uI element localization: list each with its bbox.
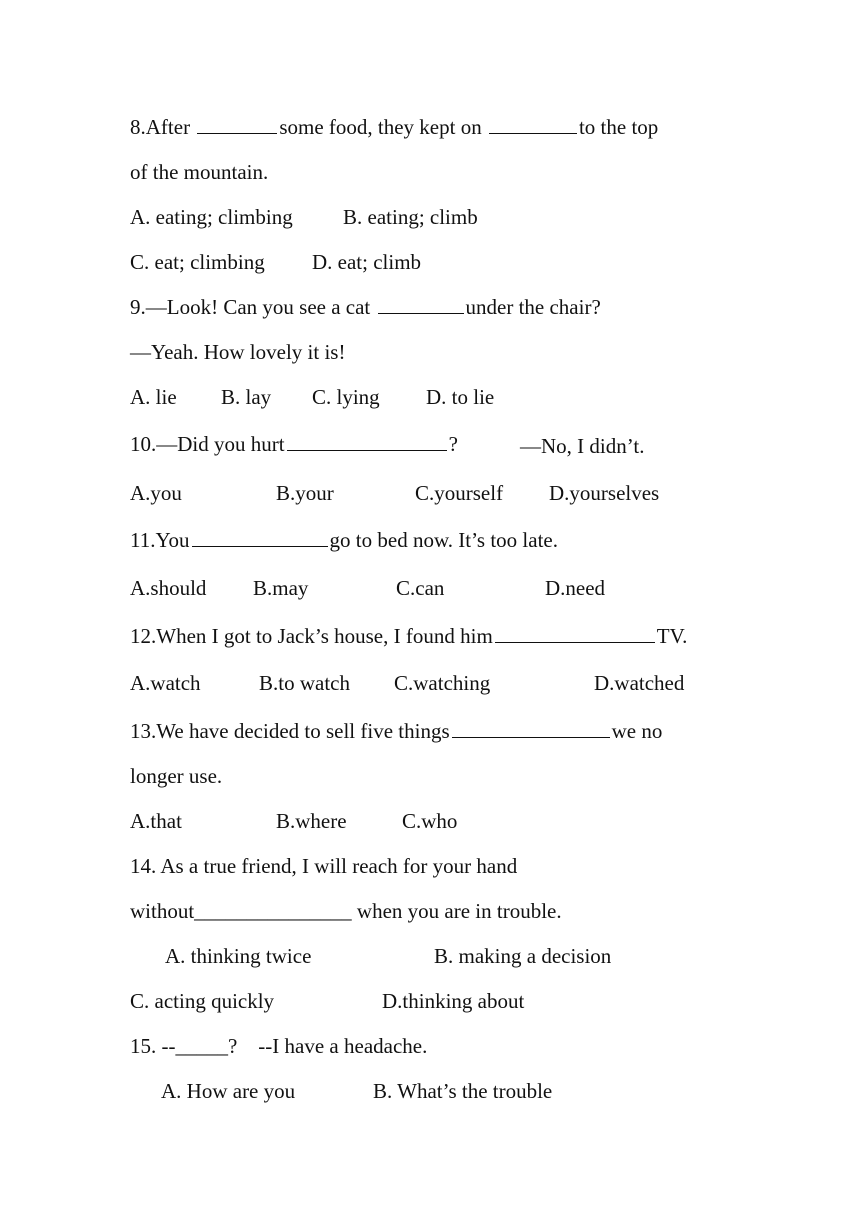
option-c: C.can [396, 576, 445, 600]
question-13-continuation: longer use. [130, 764, 223, 788]
option-d: D. to lie [426, 385, 495, 409]
question-10 [130, 431, 458, 457]
option-c: C.who [402, 809, 458, 833]
answer-blank[interactable] [197, 115, 277, 134]
option-b: B. eating; climb [343, 205, 478, 229]
question-text: we no [611, 719, 663, 743]
answer-blank[interactable] [489, 115, 577, 134]
option-b: B.your [276, 481, 334, 505]
option-a: A.watch [130, 671, 201, 695]
option-b: B. making a decision [434, 944, 612, 968]
question-11 [130, 527, 558, 553]
question-text: some food, they kept on [279, 115, 487, 139]
option-c: C. lying [312, 385, 380, 409]
option-a: A. How are you [161, 1079, 296, 1103]
option-d: D.yourselves [549, 481, 660, 505]
option-d: D.need [545, 576, 606, 600]
question-9 [130, 294, 601, 320]
question-text: 8.After [130, 115, 196, 139]
option-a: A.you [130, 481, 182, 505]
option-d: D. eat; climb [312, 250, 422, 274]
option-b: B.to watch [259, 671, 350, 695]
option-c: C.yourself [415, 481, 504, 505]
option-c: C.watching [394, 671, 491, 695]
question-text: 13.We have decided to sell five things [130, 719, 450, 743]
answer-blank[interactable] [452, 719, 610, 738]
option-c: C. eat; climbing [130, 250, 265, 274]
question-13 [130, 718, 662, 744]
question-15: 15. --_____? --I have a headache. [130, 1034, 428, 1058]
question-10-reply: —No, I didn’t. [520, 434, 645, 458]
option-b: B. lay [221, 385, 272, 409]
question-12 [130, 623, 687, 649]
option-a: A. lie [130, 385, 177, 409]
option-b: B.where [276, 809, 347, 833]
question-text: under the chair? [465, 295, 601, 319]
option-c: C. acting quickly [130, 989, 275, 1013]
question-8-continuation: of the mountain. [130, 160, 269, 184]
option-a: A. thinking twice [165, 944, 312, 968]
option-a: A.that [130, 809, 182, 833]
question-text: 12.When I got to Jack’s house, I found him [130, 624, 493, 648]
question-text: to the top [578, 115, 659, 139]
question-14-continuation: without_______________ when you are in trouble. [130, 899, 562, 923]
option-d: D.watched [594, 671, 685, 695]
question-text: ? [448, 432, 458, 456]
question-8 [130, 114, 658, 140]
option-b: B. What’s the trouble [373, 1079, 553, 1103]
question-9-reply: —Yeah. How lovely it is! [130, 340, 346, 364]
question-text: 9.—Look! Can you see a cat [130, 295, 376, 319]
option-b: B.may [253, 576, 309, 600]
answer-blank[interactable] [287, 432, 447, 451]
question-text: 10.—Did you hurt [130, 432, 285, 456]
answer-blank[interactable] [378, 295, 464, 314]
question-text: 11.You [130, 528, 190, 552]
question-text: go to bed now. It’s too late. [329, 528, 558, 552]
question-text: TV. [656, 624, 688, 648]
answer-blank[interactable] [495, 624, 655, 643]
option-a: A. eating; climbing [130, 205, 293, 229]
question-14: 14. As a true friend, I will reach for your hand [130, 854, 518, 878]
option-d: D.thinking about [382, 989, 525, 1013]
option-a: A.should [130, 576, 207, 600]
answer-blank[interactable] [192, 528, 328, 547]
